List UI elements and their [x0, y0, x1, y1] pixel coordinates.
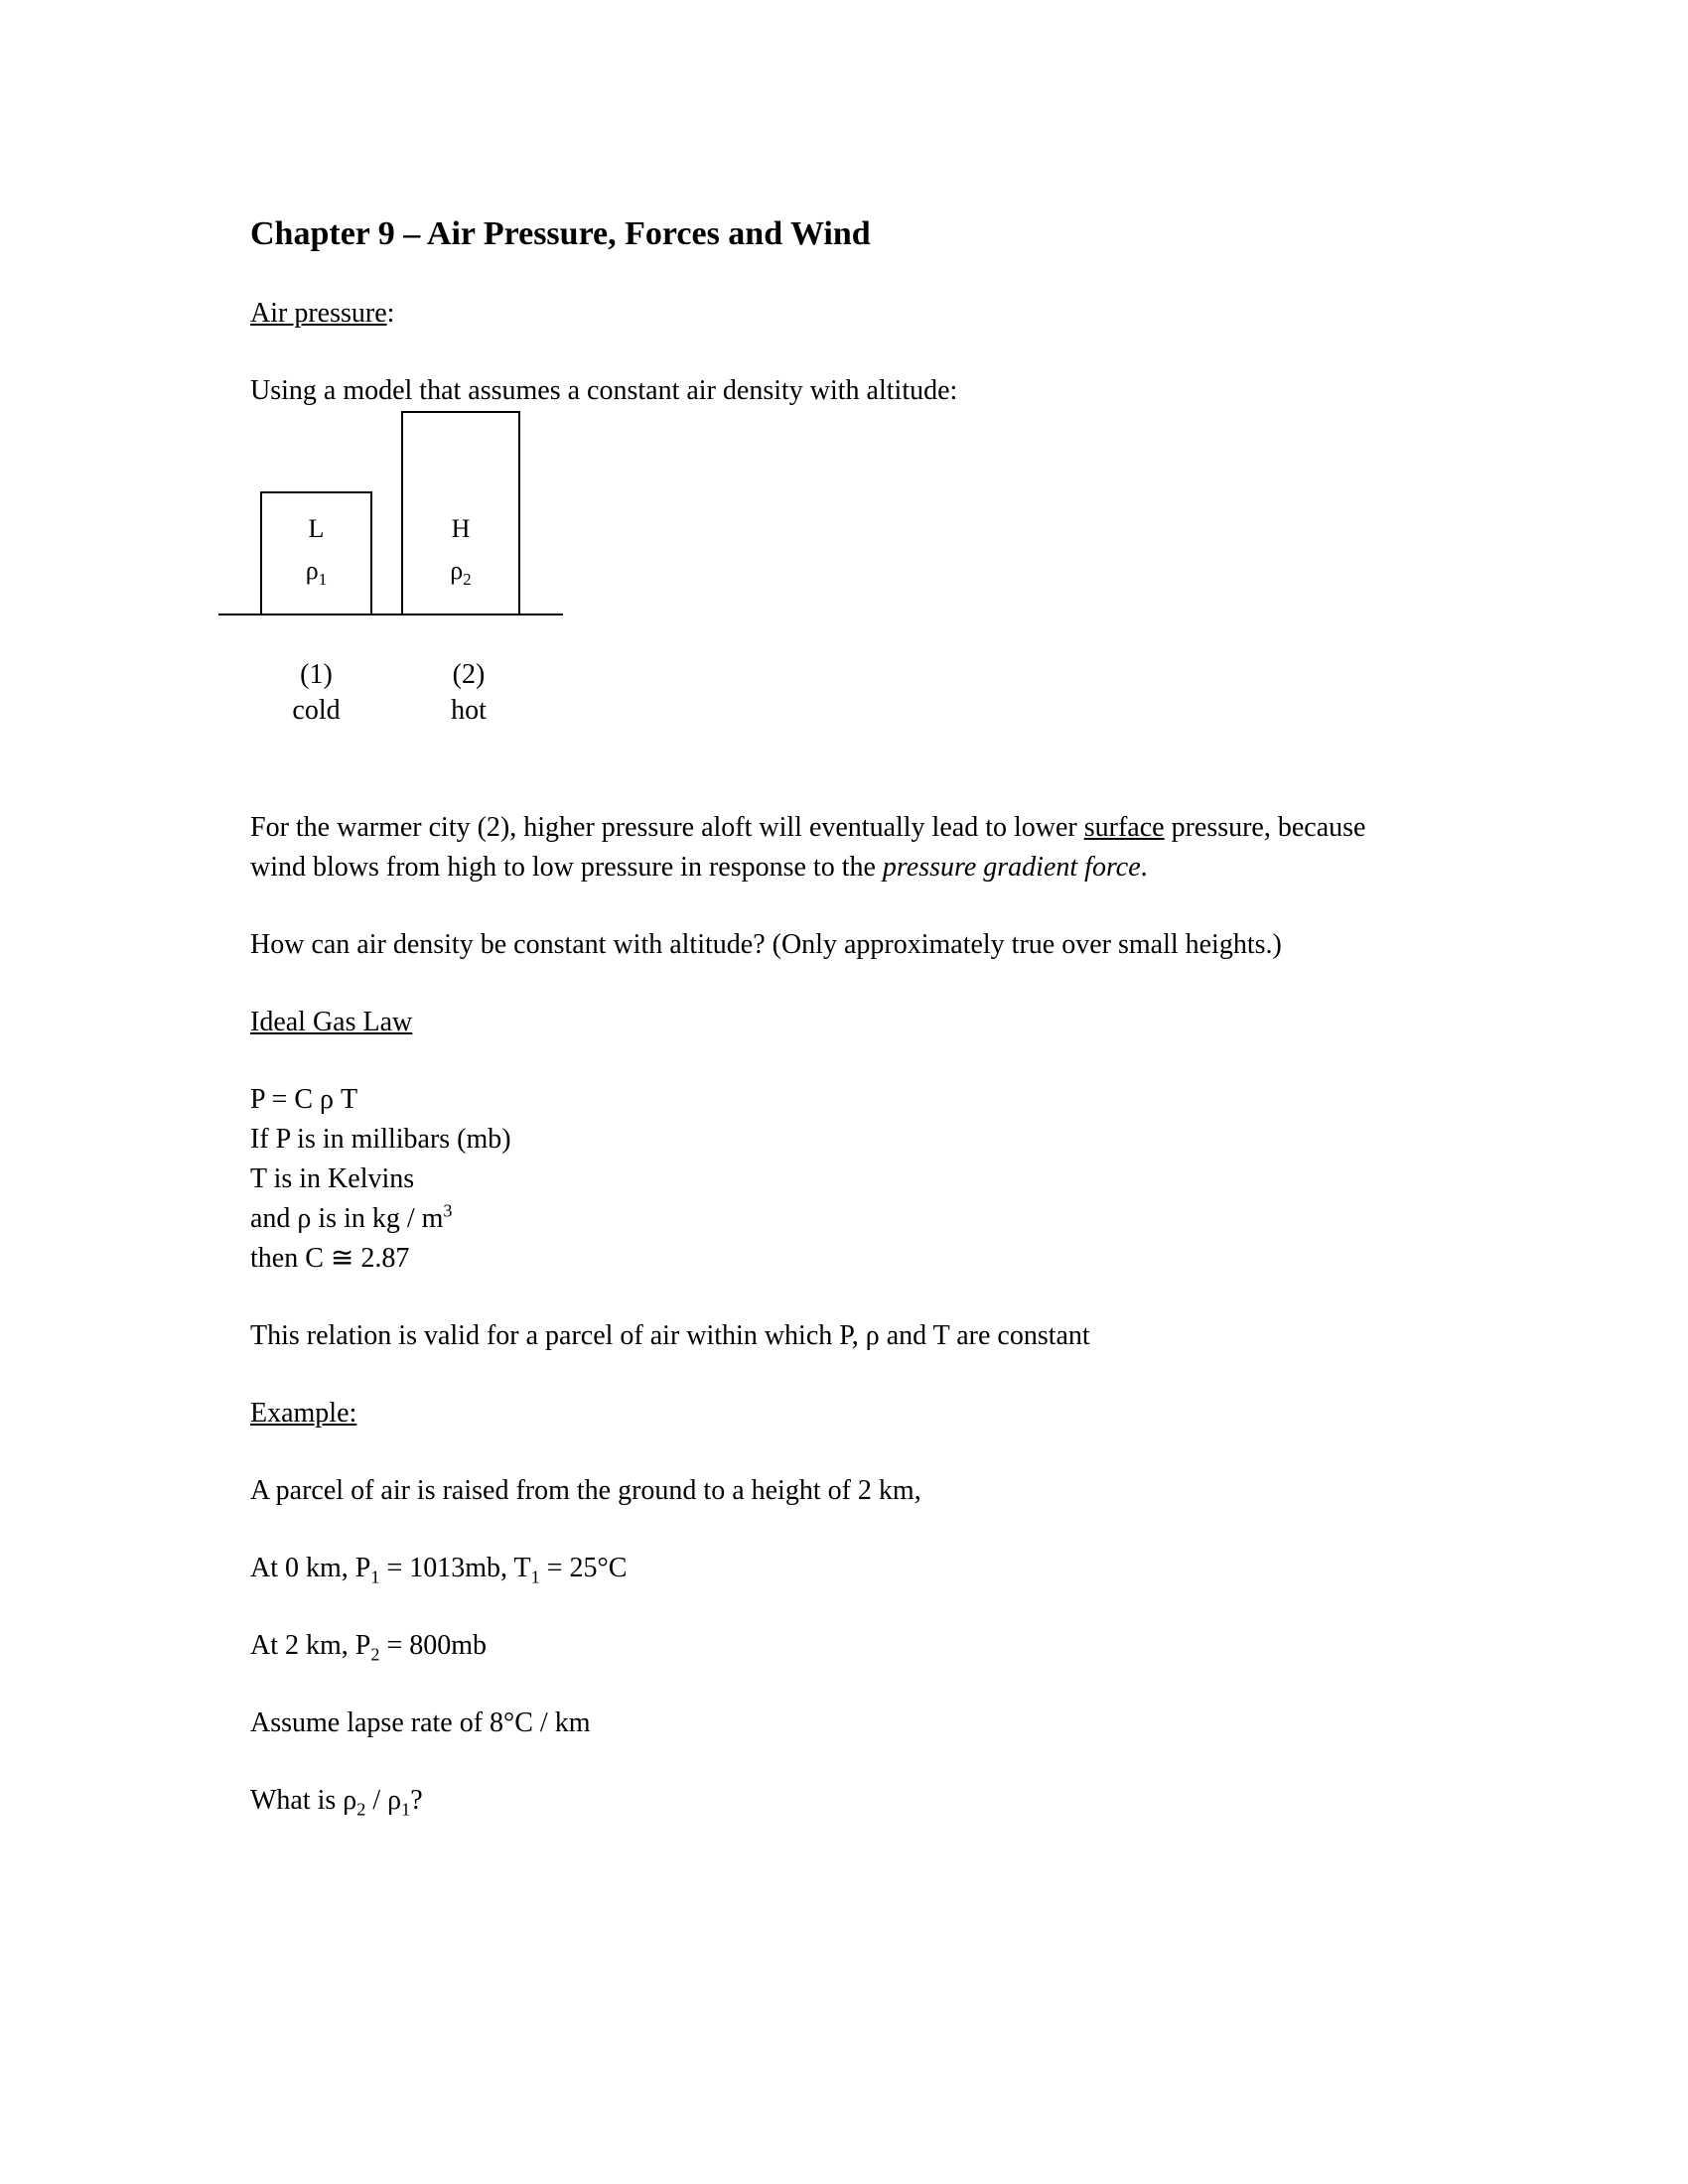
- ideal-gas-law-heading: [250, 1003, 1390, 1042]
- relation-paragraph: This relation is valid for a parcel of air within which P, ρ and T are constant: [250, 1320, 1090, 1351]
- rho-subscript-2: 2: [463, 570, 472, 590]
- high-pressure-label: H: [451, 514, 471, 543]
- example-heading: [250, 1394, 1390, 1433]
- gas-law-line-1: P = C ρ T: [250, 1084, 358, 1115]
- at0-sub-2: 1: [530, 1567, 540, 1587]
- rho-symbol-1: ρ: [305, 556, 319, 585]
- pressure-diagram: [250, 411, 1390, 739]
- air-pressure-heading: [250, 294, 1390, 334]
- rho-subscript-1: 1: [318, 570, 328, 590]
- caption-hot-number: (2): [452, 659, 486, 690]
- warmer-city-paragraph: [250, 808, 1390, 887]
- at2-text-2: = 800mb: [379, 1630, 488, 1661]
- caption-hot-word: hot: [451, 695, 487, 726]
- question-text-3: ?: [410, 1785, 423, 1816]
- density-question-paragraph: How can air density be constant with altitude? (Only approximately true over small heights.): [250, 929, 1282, 960]
- density-ratio-question: [250, 1781, 1390, 1821]
- gas-law-line-4-text: and ρ is in kg / m: [250, 1203, 444, 1234]
- gas-law-block: [250, 1080, 1390, 1279]
- warmer-city-underlined: surface: [1083, 812, 1165, 843]
- question-text-1: What is ρ: [250, 1785, 357, 1816]
- density-label-1: [260, 556, 372, 590]
- chapter-title: Chapter 9 – Air Pressure, Forces and Wind: [250, 215, 871, 252]
- example-at-0km: [250, 1549, 1390, 1588]
- ground-line: [218, 614, 563, 615]
- question-text-2: / ρ: [365, 1785, 402, 1816]
- at0-text-1: At 0 km, P: [250, 1553, 371, 1583]
- air-pressure-heading-colon: :: [386, 298, 395, 329]
- gas-law-line-5: then C ≅ 2.87: [250, 1243, 410, 1274]
- caption-cold: [260, 657, 372, 729]
- density-label-2: [401, 556, 520, 590]
- example-at-2km: [250, 1626, 1390, 1666]
- warmer-city-italic: pressure gradient force: [882, 852, 1141, 883]
- air-pressure-heading-text: Air pressure: [250, 298, 387, 329]
- gas-law-line-4: [250, 1199, 1390, 1239]
- question-sub-1: 2: [356, 1799, 366, 1820]
- at2-sub-1: 2: [370, 1644, 380, 1665]
- gas-law-line-4-exponent: 3: [443, 1200, 453, 1221]
- gas-law-line-2: If P is in millibars (mb): [250, 1124, 511, 1155]
- at0-sub-1: 1: [370, 1567, 380, 1587]
- warmer-city-part3: .: [1140, 852, 1148, 883]
- question-sub-2: 1: [401, 1799, 411, 1820]
- low-pressure-label: L: [308, 514, 325, 543]
- example-heading-text: Example:: [250, 1398, 357, 1429]
- gas-law-line-3: T is in Kelvins: [250, 1163, 415, 1194]
- intro-paragraph: Using a model that assumes a constant air density with altitude:: [250, 375, 958, 406]
- warmer-city-part1: For the warmer city (2), higher pressure aloft will eventually lead to lower: [250, 812, 1084, 843]
- at0-text-3: = 25°C: [539, 1553, 628, 1583]
- at0-text-2: = 1013mb, T: [379, 1553, 531, 1583]
- example-intro: A parcel of air is raised from the ground to a height of 2 km,: [250, 1475, 921, 1506]
- caption-cold-number: (1): [300, 659, 333, 690]
- caption-cold-word: cold: [292, 695, 341, 726]
- warmer-city-part2: pressure, because wind blows from high to low pressure in response to the: [250, 812, 1366, 883]
- cold-column-box: [260, 491, 372, 615]
- ideal-gas-law-heading-text: Ideal Gas Law: [250, 1007, 413, 1037]
- lapse-rate-line: Assume lapse rate of 8°C / km: [250, 1707, 591, 1738]
- caption-hot: [409, 657, 528, 729]
- at2-text-1: At 2 km, P: [250, 1630, 371, 1661]
- rho-symbol-2: ρ: [450, 556, 464, 585]
